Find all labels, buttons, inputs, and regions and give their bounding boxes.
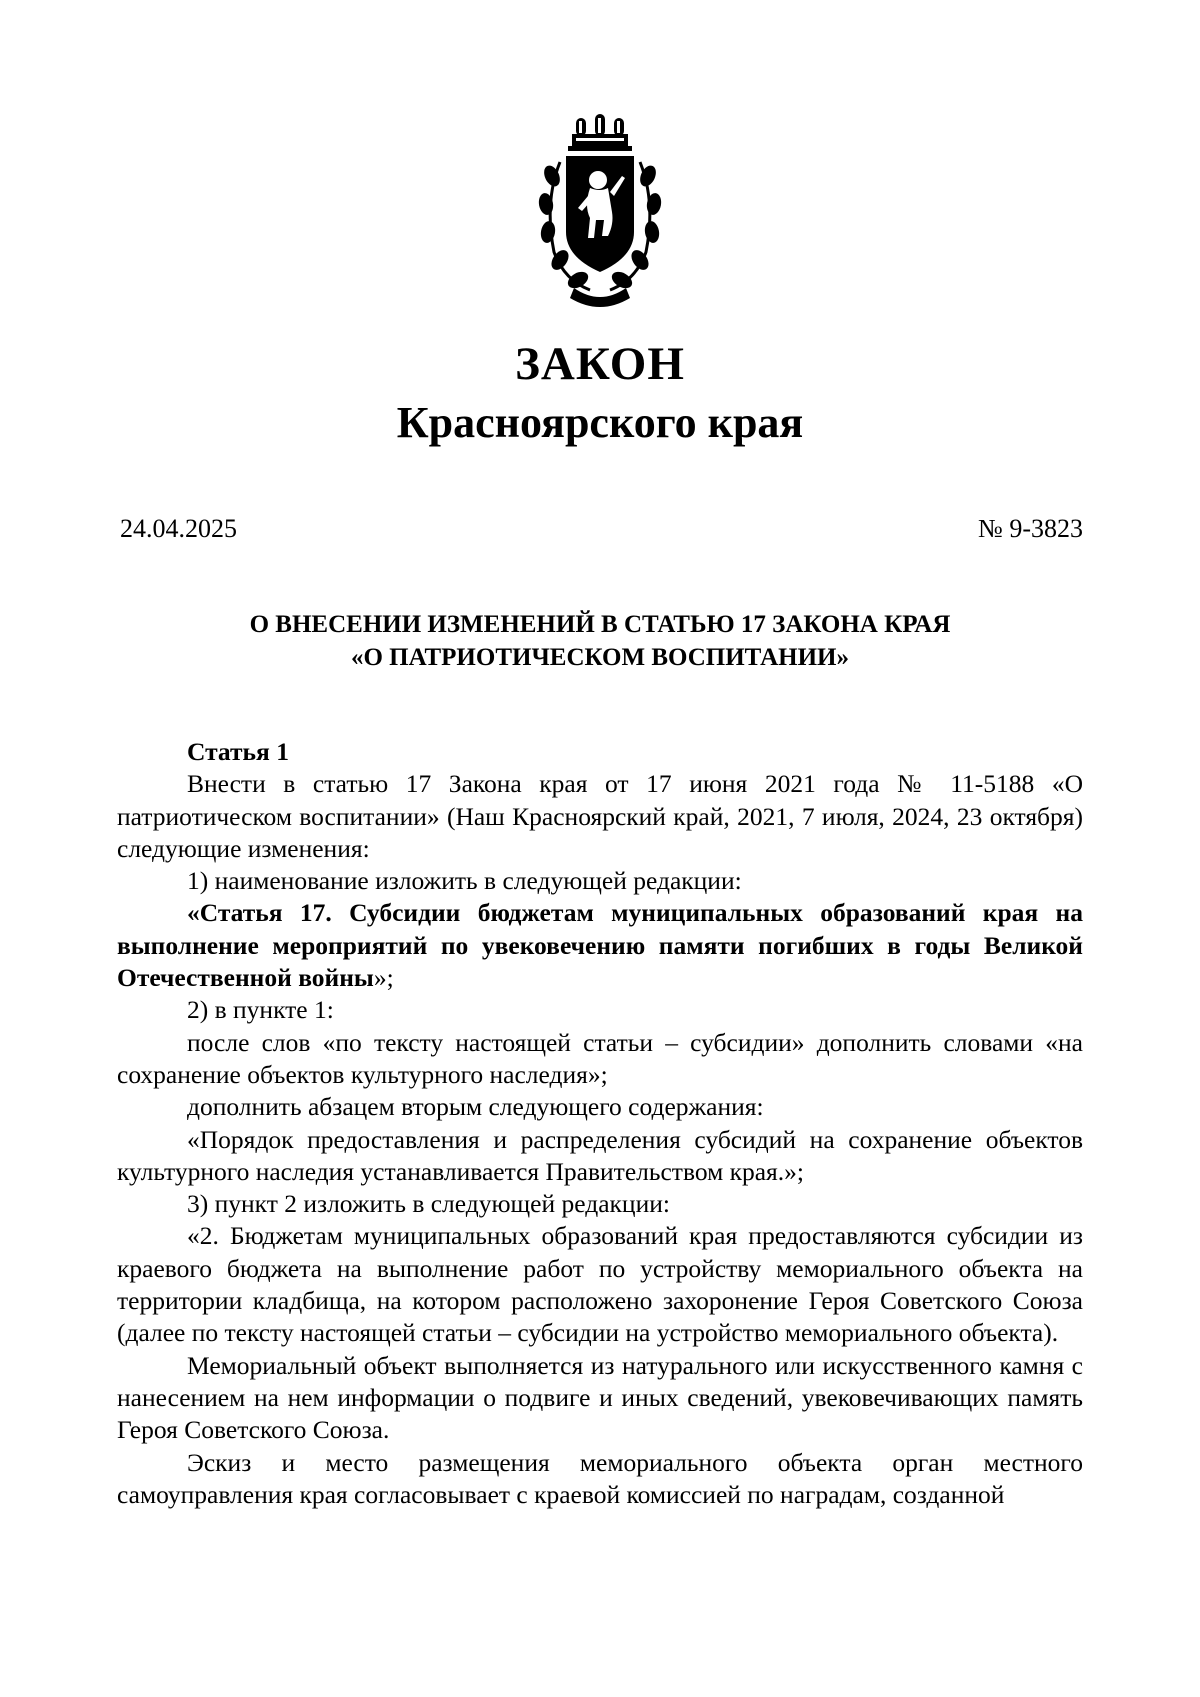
paragraph: «2. Бюджетам муниципальных образований края предоставляются субсидии из краевого бюджета на выполнение работ по устройству мемориального объекта на территории кладбища, на котором расположено захоронение Героя Советского Союза (далее по тексту настоящей статьи – субсидии на устройство мемориального объекта).	[117, 1221, 1083, 1348]
document-body	[117, 736, 1083, 1511]
law-heading-line-1: О ВНЕСЕНИИ ИЗМЕНЕНИЙ В СТАТЬЮ 17 ЗАКОНА КРАЯ	[249, 611, 951, 638]
paragraph: «Порядок предоставления и распределения субсидий на сохранение объектов культурного наследия устанавливается Правительством края.»;	[117, 1124, 1083, 1186]
paragraph: после слов «по тексту настоящей статьи – субсидии» дополнить словами «на сохранение объектов культурного наследия»;	[117, 1027, 1083, 1089]
paragraph: дополнить абзацем вторым следующего содержания:	[187, 1092, 764, 1122]
paragraph: Внести в статью 17 Закона края от 17 июня 2021 года № 11-5188 «О патриотическом воспитании» (Наш Красноярский край, 2021, 7 июля, 2024, 23 октября) следующие изменения:	[117, 769, 1083, 863]
paragraph-bold-quote	[117, 897, 1083, 994]
coat-of-arms-icon	[530, 112, 670, 312]
quote-tail: »;	[373, 963, 394, 993]
document-date: 24.04.2025	[120, 514, 237, 543]
paragraph: 2) в пункте 1:	[187, 995, 334, 1025]
paragraph: Эскиз и место размещения мемориального объекта орган местного самоуправления края согласовывает с краевой комиссией по наградам, созданной	[117, 1447, 1083, 1509]
paragraph: 1) наименование изложить в следующей редакции:	[187, 866, 742, 896]
paragraph: Мемориальный объект выполняется из натурального или искусственного камня с нанесением на нем информации о подвиге и иных сведений, увековечивающих память Героя Советского Союза.	[117, 1350, 1083, 1445]
law-heading-line-2: «О ПАТРИОТИЧЕСКОМ ВОСПИТАНИИ»	[350, 644, 850, 671]
article-title: Статья 1	[187, 737, 289, 766]
document-title: ЗАКОН	[515, 338, 685, 390]
document-subtitle: Красноярского края	[396, 398, 804, 447]
document-number: № 9-3823	[978, 514, 1083, 543]
bold-quote-text: «Статья 17. Субсидии бюджетам муниципальных образований края на выполнение мероприятий по увековечению памяти погибших в годы Великой Отечественной войны	[117, 898, 1083, 993]
paragraph: 3) пункт 2 изложить в следующей редакции:	[187, 1189, 670, 1219]
